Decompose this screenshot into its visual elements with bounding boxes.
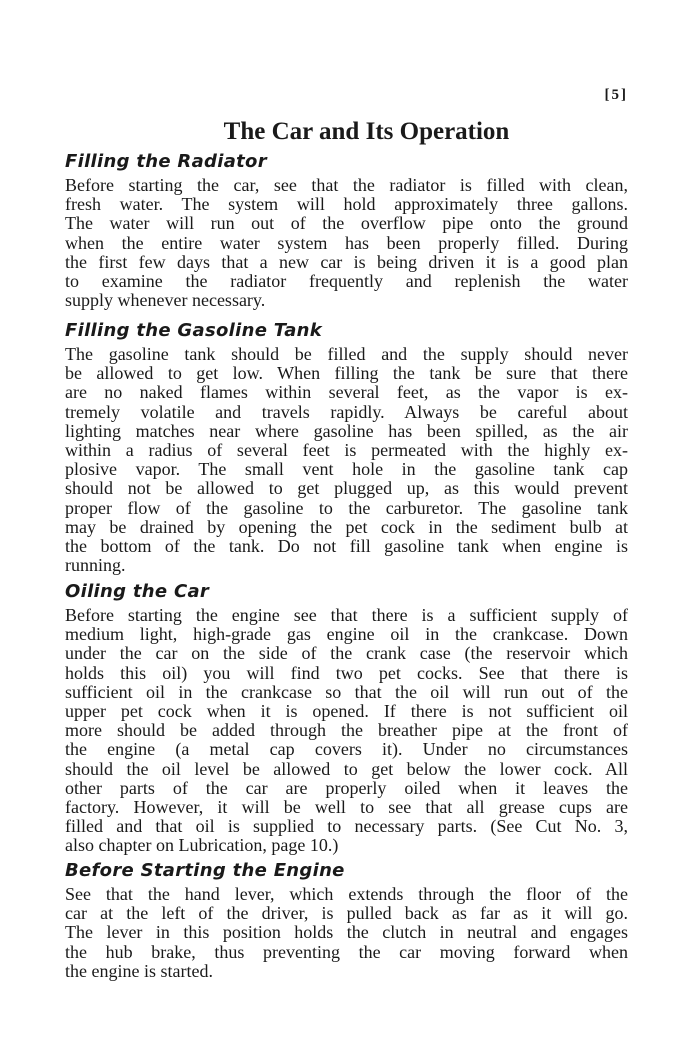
paragraph [65,345,628,575]
text-line: plosive vapor. The small vent hole in the gasoline tank cap [65,459,628,480]
text-line: are no naked flames within several feet, as the vapor is ex- [65,382,628,403]
section-heading: Filling the Radiator [65,151,267,172]
text-line: may be drained by opening the pet cock in the sediment bulb at [65,516,628,537]
paragraph [65,606,628,855]
text-line: more should be added through the breather pipe at the front of [65,720,628,741]
text-line: under the car on the side of the crank case (the reservoir which [65,643,628,664]
paragraph [65,885,628,981]
section-heading: Filling the Gasoline Tank [65,320,323,341]
page-title: The Car and Its Operation [223,118,510,145]
text-line: sufficient oil in the crankcase so that the oil will run out of the [65,681,628,702]
text-line: factory. However, it will be well to see that all grease cups are [65,796,628,817]
text-line: within a radius of several feet is permeated with the highly ex- [65,439,628,460]
section-heading: Oiling the Car [65,581,210,602]
text-line: upper pet cock when it is opened. If there is not sufficient oil [65,700,628,721]
text-line: holds this oil) you will find two pet cocks. See that there is [65,662,628,683]
text-line: the engine is started. [65,960,213,981]
text-line: Before starting the car, see that the radiator is filled with clean, [65,175,628,195]
text-line: should not be allowed to get plugged up, as this would prevent [65,478,628,499]
text-line: also chapter on Lubrication, page 10.) [65,835,339,856]
text-line: medium light, high-grade gas engine oil in the crankcase. Down [65,624,628,645]
text-line: be allowed to get low. When filling the tank be sure that there [65,363,628,384]
text-line: See that the hand lever, which extends through the floor of the [65,884,628,904]
section [65,320,628,581]
text-line: the first few days that a new car is being driven it is a good plan [65,251,628,272]
text-line: lighting matches near where gasoline has been spilled, as the air [65,420,628,441]
text-line: the hub brake, thus preventing the car moving forward when [65,941,628,962]
text-line: The water will run out of the overflow pipe onto the ground [65,213,628,234]
paragraph [65,176,628,310]
section [65,581,628,861]
text-line: filled and that oil is supplied to necessary parts. (See Cut No. 3, [65,816,628,837]
section [65,860,628,987]
section [65,151,628,316]
text-line: supply whenever necessary. [65,290,266,311]
text-line: when the entire water system has been properly filled. During [65,232,628,253]
text-line: running. [65,555,126,576]
section-heading: Before Starting the Engine [65,860,345,881]
text-line: The lever in this position holds the clutch in neutral and engages [65,922,628,943]
page-number: [5] [604,87,628,103]
text-line: fresh water. The system will hold approximately three gallons. [65,194,628,215]
text-line: to examine the radiator frequently and replenish the water [65,270,628,291]
text-line: should the oil level be allowed to get below the lower cock. All [65,758,628,779]
text-line: the bottom of the tank. Do not fill gasoline tank when engine is [65,535,628,556]
text-line: The gasoline tank should be filled and the supply should never [65,344,628,364]
text-line: proper flow of the gasoline to the carburetor. The gasoline tank [65,497,628,518]
text-line: other parts of the car are properly oiled when it leaves the [65,777,628,798]
text-line: tremely volatile and travels rapidly. Always be careful about [65,401,628,422]
text-line: Before starting the engine see that there is a sufficient supply of [65,605,628,625]
text-line: car at the left of the driver, is pulled back as far as it will go. [65,903,628,924]
text-line: the engine (a metal cap covers it). Under no circumstances [65,739,628,760]
